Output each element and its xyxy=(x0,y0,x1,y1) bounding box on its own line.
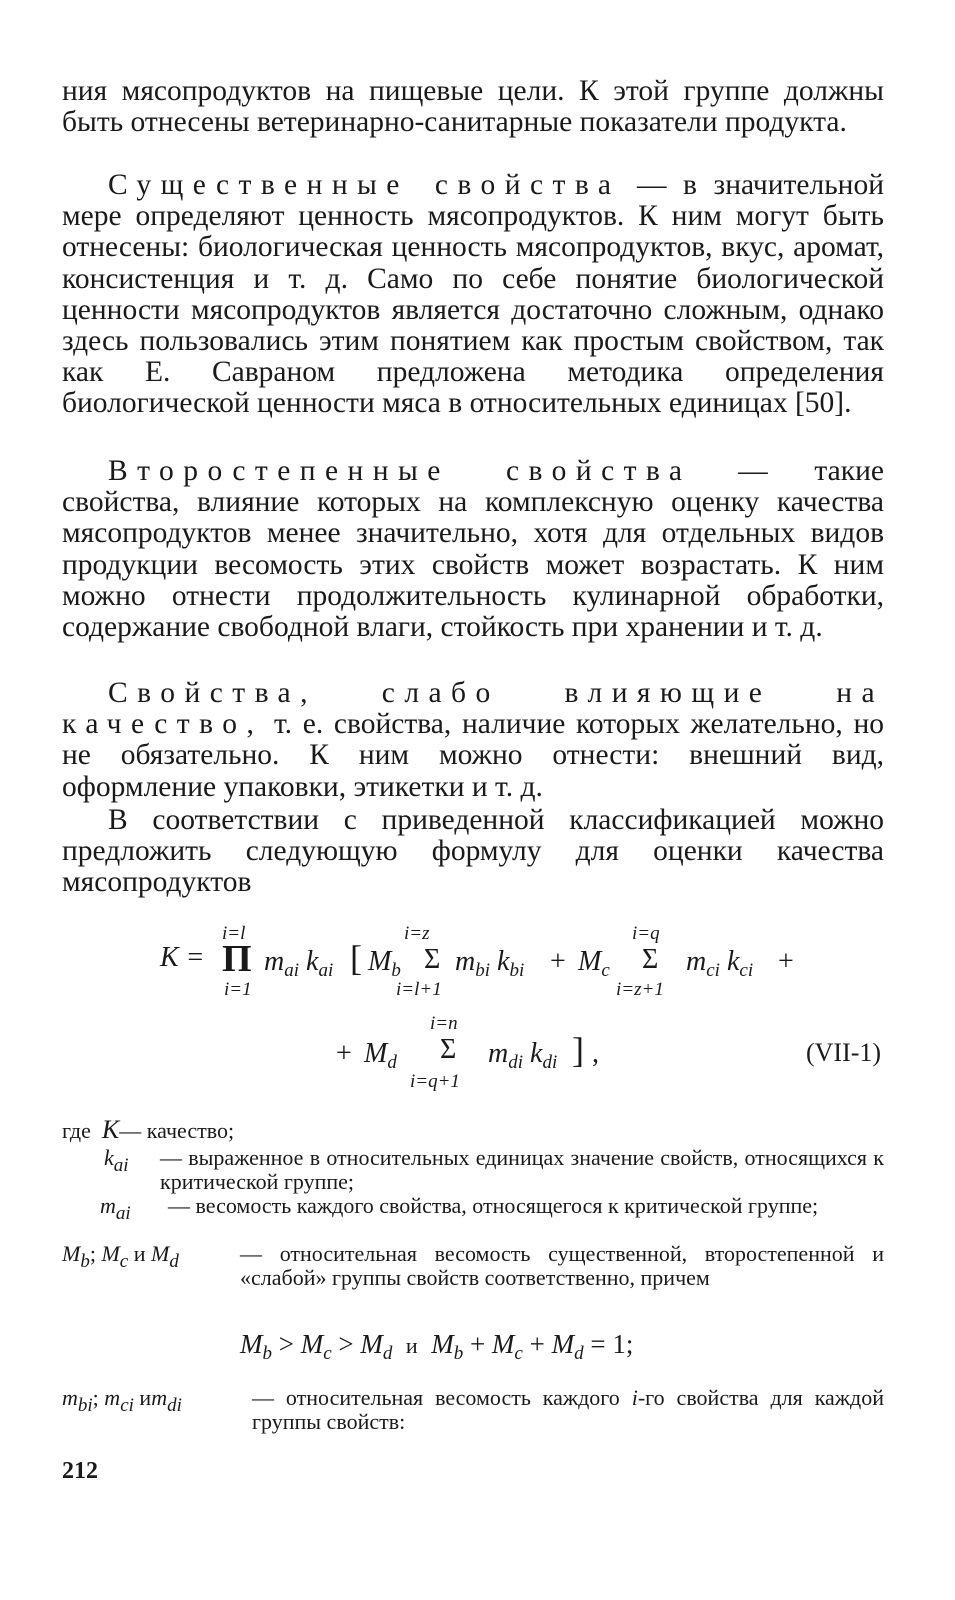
m-ci: $m_{ci}$ xyxy=(686,946,720,981)
sum2-upper-limit: i=q xyxy=(632,923,660,944)
m-ai: $m_{ai}$ xyxy=(264,946,300,981)
plus-1: + xyxy=(550,946,566,977)
term-weak-properties: Свойства, слабо влияющие на качество, xyxy=(62,677,884,741)
paragraph-formula-intro: В соответствии с приведенной классификацией можно предложить следующую формулу для оценки качества мясопродуктов xyxy=(62,804,884,899)
M-b: $M_b$ xyxy=(368,946,401,981)
weights-inequality: $M_b > M_c > M_d$ и $M_b + M_c + M_d = 1$; xyxy=(240,1329,634,1364)
sum3-lower-limit: i=q+1 xyxy=(410,1071,460,1092)
definition-mbi-text: — относительная весомость каждого i-го свойства для каждой группы свойств: xyxy=(252,1385,884,1434)
k-ai: $k_{ai}$ xyxy=(306,946,334,981)
m-bi: $m_{bi}$ xyxy=(455,946,491,981)
product-symbol: Π xyxy=(222,938,252,980)
formula-number: (VII-1) xyxy=(806,1038,882,1067)
plus-2: + xyxy=(778,946,794,977)
bracket-close: ] xyxy=(572,1030,584,1070)
paragraph-2-text: — в значительной мере определяют ценность мясопродуктов. К ним могут быть отнесены: биологическая ценность мясопродуктов, вкус, аромат, консистенция и т. д. Само по себе понятие биологической ценности мясопродуктов является достаточно сложным, однако здесь пользовались этим понятием как простым свойством, так как Е. Савраном предложена методика определения биологической ценности мяса в относительных единицах [50]. xyxy=(62,169,884,420)
definition-K: где K— качество; xyxy=(62,1115,235,1144)
definition-kai-text: — выраженное в относительных единицах значение свойств, относящихся к критической группе; xyxy=(160,1145,884,1194)
definition-M-symbols: Mb; Mc и Md xyxy=(62,1241,179,1272)
M-d: $M_d$ xyxy=(364,1038,397,1073)
m-di: $m_{di}$ xyxy=(488,1038,524,1073)
definition-mai-text: — весомость каждого свойства, относящегося к критической группе; xyxy=(168,1193,819,1218)
term-secondary-properties: Второстепенные свойства xyxy=(108,455,692,487)
sum1-symbol: Σ xyxy=(424,944,441,975)
paragraph-4-text: т. е. свойства, наличие которых желательно, но не обязательно. К ним можно отнести: внешний вид, оформление упаковки, этикетки и т. д. xyxy=(62,708,884,803)
sum1-lower-limit: i=l+1 xyxy=(396,979,442,1000)
formula-comma: , xyxy=(592,1038,599,1069)
k-bi: $k_{bi}$ xyxy=(497,946,525,981)
plus-3: + xyxy=(336,1038,352,1069)
definition-M-text: — относительная весомость существенной, второстепенной и «слабой» группы свойств соответственно, причем xyxy=(240,1241,884,1290)
formula-k-equals: K = xyxy=(160,942,205,973)
M-c: $M_c$ xyxy=(578,946,610,981)
k-di: $k_{di}$ xyxy=(530,1038,558,1073)
product-upper-limit: i=l xyxy=(222,923,246,944)
sum2-symbol: Σ xyxy=(642,944,659,975)
page-number: 212 xyxy=(62,1458,98,1484)
sum3-symbol: Σ xyxy=(440,1034,457,1065)
k-ci: $k_{ci}$ xyxy=(726,946,754,981)
term-essential-properties: Существенные свойства xyxy=(108,169,621,201)
sum1-upper-limit: i=z xyxy=(404,923,430,944)
definition-mai-symbol: mai xyxy=(100,1193,131,1224)
symbol-K: K xyxy=(101,1115,120,1144)
paragraph-1: ния мясопродуктов на пищевые цели. К этой группе должны быть отнесены ветеринарно-санитарные показатели продукта. xyxy=(62,75,884,139)
product-lower-limit: i=1 xyxy=(224,979,252,1000)
paragraph-3-text: — такие свойства, влияние которых на комплексную оценку качества мясопродуктов менее значительно, хотя для отдельных видов продукции весомость этих свойств может возрастать. К ним можно отнести продолжительность кулинарной обработки, содержание свободной влаги, стойкость при хранении и т. д. xyxy=(62,455,884,644)
definition-kai-symbol: kai xyxy=(104,1145,129,1176)
bracket-open: [ xyxy=(350,938,362,978)
sum2-lower-limit: i=z+1 xyxy=(616,979,664,1000)
sum3-upper-limit: i=n xyxy=(430,1013,458,1034)
definition-mbi-symbols: mbi; mci иmdi xyxy=(62,1385,182,1416)
